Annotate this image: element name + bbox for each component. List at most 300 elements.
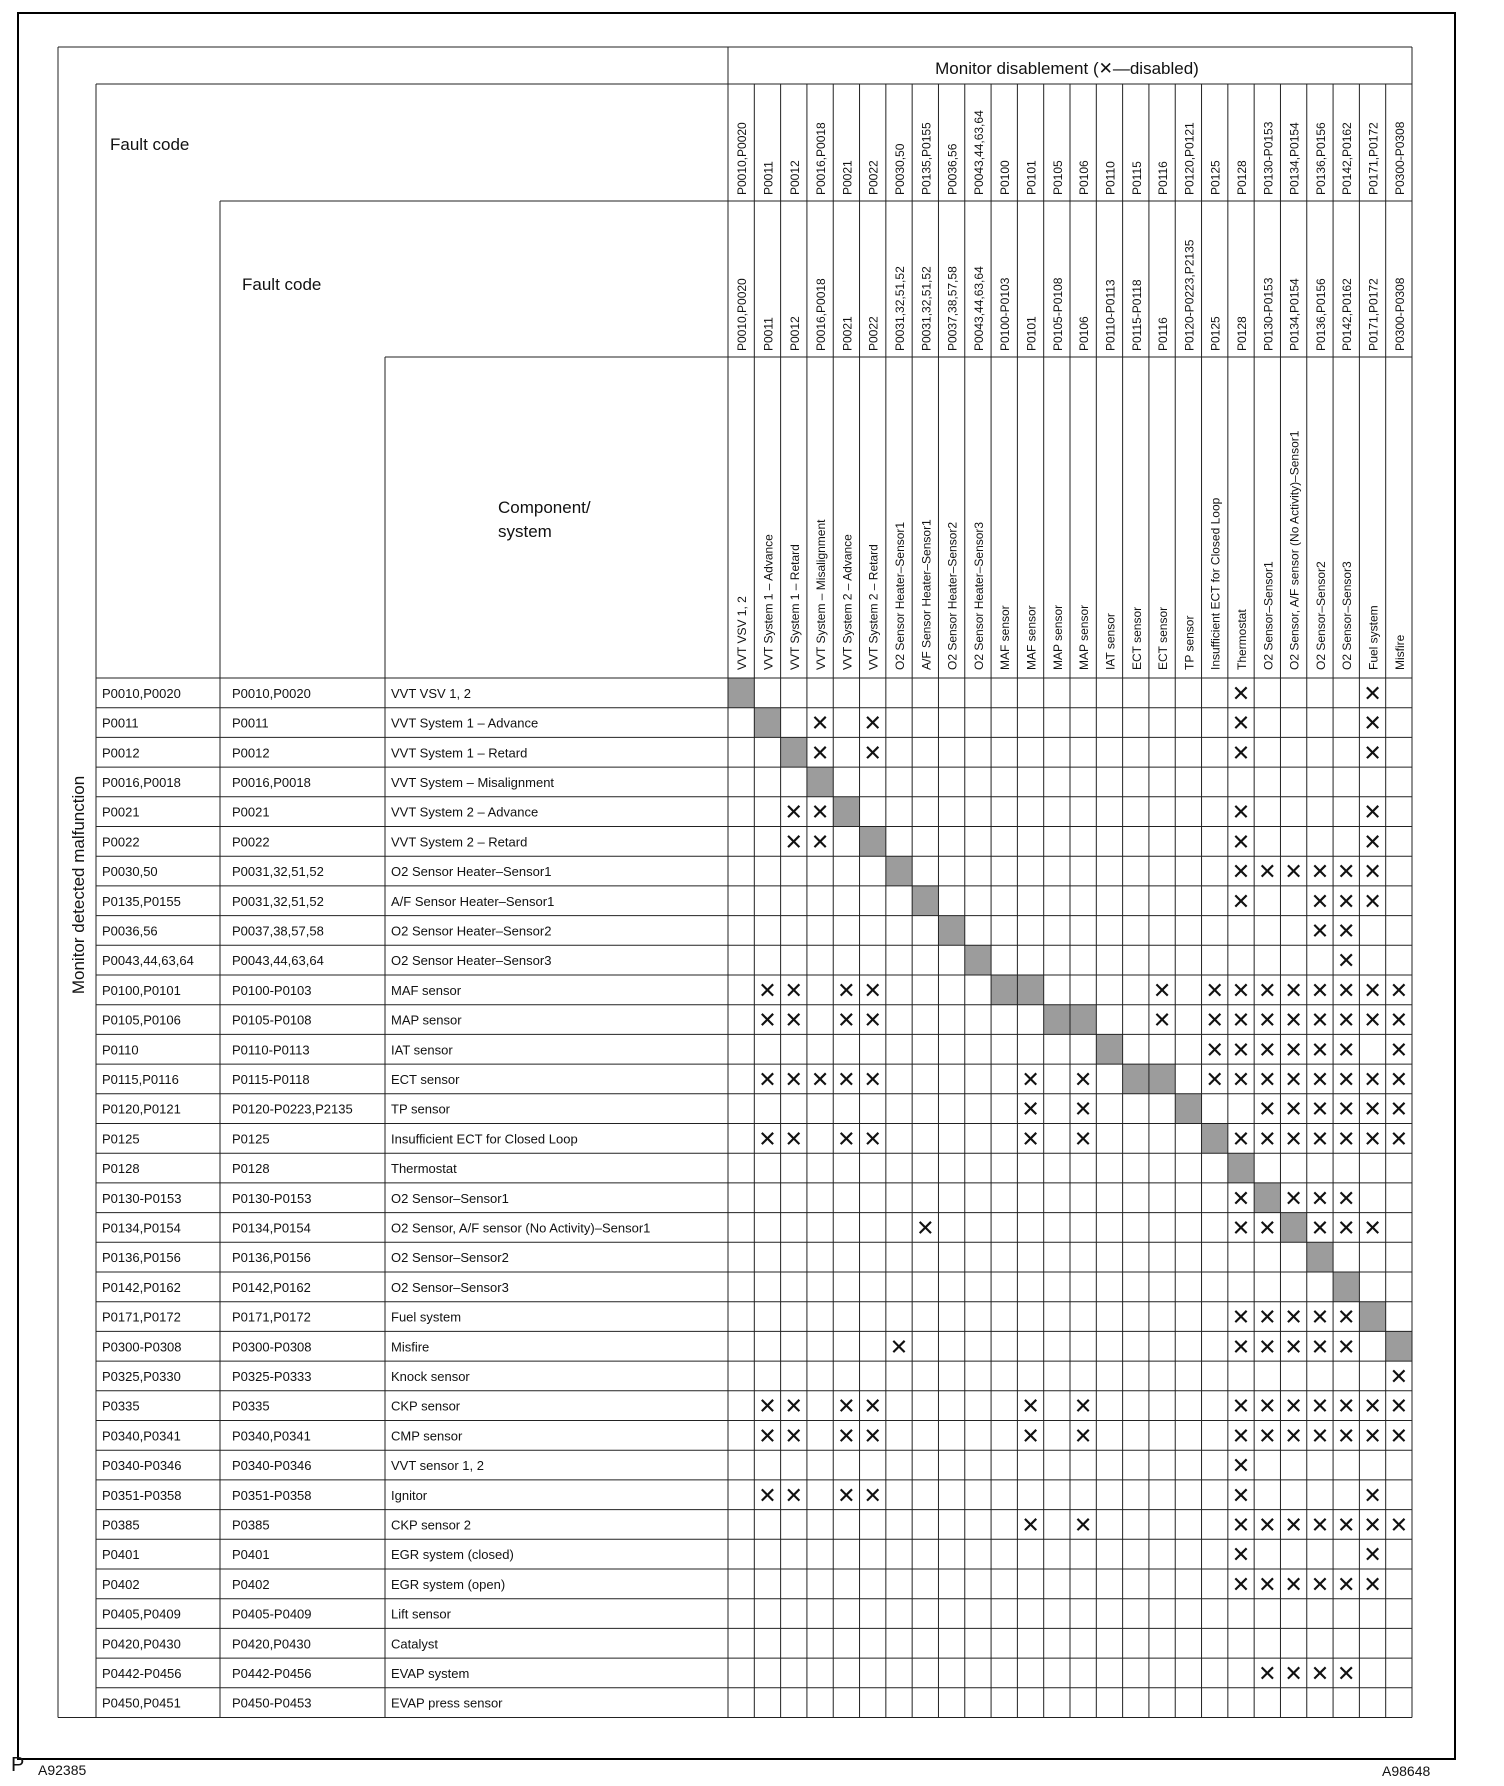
disabled-mark: ✕ xyxy=(1073,1423,1093,1449)
column-detail-label: P0142,P0162 xyxy=(1340,278,1355,351)
disabled-mark: ✕ xyxy=(758,977,777,1003)
column-detail-label: P0171,P0172 xyxy=(1366,278,1381,351)
row-code-label: P0340,P0341 xyxy=(102,1428,181,1444)
row-component-label: O2 Sensor–Sensor2 xyxy=(391,1250,509,1266)
column-code-label: P0116 xyxy=(1156,161,1171,195)
disabled-mark: ✕ xyxy=(837,1126,856,1152)
row-code-label: P0128 xyxy=(102,1161,140,1177)
column-component-label: MAF sensor xyxy=(1024,605,1039,670)
disabled-mark: ✕ xyxy=(784,977,803,1003)
fault-code-inner-label: Fault code xyxy=(242,275,322,294)
row-detail-label: P0450-P0453 xyxy=(232,1695,312,1711)
disabled-mark: ✕ xyxy=(784,1423,803,1449)
disabled-mark: ✕ xyxy=(889,1334,909,1360)
row-component-label: CKP sensor 2 xyxy=(391,1517,471,1533)
row-component-label: Fuel system xyxy=(391,1309,462,1325)
row-axis-label: Monitor detected malfunction xyxy=(69,775,88,995)
disabled-mark: ✕ xyxy=(1363,1542,1382,1568)
row-component-label: EVAP system xyxy=(391,1665,470,1681)
disabled-mark: ✕ xyxy=(1021,1512,1040,1538)
disabled-mark: ✕ xyxy=(1284,1571,1303,1597)
disabled-mark: ✕ xyxy=(784,1126,803,1152)
disabled-mark: ✕ xyxy=(1284,1423,1303,1449)
column-component-label: O2 Sensor–Sensor1 xyxy=(1261,561,1276,670)
disabled-mark: ✕ xyxy=(837,1066,856,1092)
disabled-mark: ✕ xyxy=(1021,1126,1040,1152)
disabled-mark: ✕ xyxy=(1363,1512,1382,1538)
disabled-mark: ✕ xyxy=(1337,1066,1356,1092)
row-component-label: O2 Sensor Heater–Sensor2 xyxy=(391,923,552,939)
page-marker: P xyxy=(11,1754,25,1776)
disabled-mark: ✕ xyxy=(837,1393,856,1419)
disabled-mark: ✕ xyxy=(1337,1304,1356,1330)
column-component-label: O2 Sensor, A/F sensor (No Activity)–Sensor1 xyxy=(1287,430,1302,670)
row-detail-label: P0110-P0113 xyxy=(232,1042,310,1058)
disabled-mark: ✕ xyxy=(1284,859,1303,885)
disabled-mark: ✕ xyxy=(1258,1066,1277,1092)
row-detail-label: P0105-P0108 xyxy=(232,1012,312,1028)
disabled-mark: ✕ xyxy=(758,1126,777,1152)
row-code-label: P0401 xyxy=(102,1547,140,1563)
row-component-label: Misfire xyxy=(391,1339,430,1355)
disabled-mark: ✕ xyxy=(1337,1512,1356,1538)
row-code-label: P0120,P0121 xyxy=(102,1101,181,1117)
self-monitor-cell xyxy=(1280,1213,1306,1243)
disabled-mark: ✕ xyxy=(1258,859,1277,885)
row-detail-label: P0142,P0162 xyxy=(232,1279,311,1295)
column-code-label: P0171,P0172 xyxy=(1366,122,1381,195)
disabled-mark: ✕ xyxy=(1231,1007,1251,1033)
column-code-label: P0021 xyxy=(840,160,855,195)
column-detail-label: P0016,P0018 xyxy=(814,278,829,351)
column-detail-label: P0130-P0153 xyxy=(1261,277,1276,351)
column-component-label: Thermostat xyxy=(1235,609,1249,670)
column-code-label: P0022 xyxy=(866,160,881,195)
disabled-mark: ✕ xyxy=(1231,740,1251,766)
disabled-mark: ✕ xyxy=(1231,799,1251,825)
row-detail-label: P0134,P0154 xyxy=(232,1220,311,1236)
row-code-label: P0351-P0358 xyxy=(102,1487,182,1503)
disabled-mark: ✕ xyxy=(1310,1423,1330,1449)
row-detail-label: P0022 xyxy=(232,834,270,850)
disabled-mark: ✕ xyxy=(1337,1126,1356,1152)
row-component-label: A/F Sensor Heater–Sensor1 xyxy=(391,893,555,909)
row-code-label: P0030,50 xyxy=(102,864,158,880)
self-monitor-cell xyxy=(1254,1183,1280,1213)
row-code-label: P0420,P0430 xyxy=(102,1636,181,1652)
disabled-mark: ✕ xyxy=(1021,1423,1040,1449)
disabled-mark: ✕ xyxy=(1363,1007,1382,1033)
row-code-label: P0036,56 xyxy=(102,923,158,939)
disabled-mark: ✕ xyxy=(1337,888,1356,914)
disabled-mark: ✕ xyxy=(1231,1542,1251,1568)
row-code-label: P0136,P0156 xyxy=(102,1250,181,1266)
disabled-mark: ✕ xyxy=(1363,1215,1382,1241)
disabled-mark: ✕ xyxy=(1021,1066,1040,1092)
disabled-mark: ✕ xyxy=(1205,1066,1224,1092)
self-monitor-cell xyxy=(1017,975,1043,1005)
disabled-mark: ✕ xyxy=(1258,1660,1277,1686)
disabled-mark: ✕ xyxy=(1205,1037,1224,1063)
disabled-mark: ✕ xyxy=(1389,1096,1409,1122)
disabled-mark: ✕ xyxy=(1231,1215,1251,1241)
column-component-label: VVT System 1 – Retard xyxy=(787,544,802,670)
column-detail-label: P0300-P0308 xyxy=(1392,277,1407,351)
disabled-mark: ✕ xyxy=(1231,1185,1251,1211)
row-detail-label: P0011 xyxy=(232,715,269,731)
disabled-mark: ✕ xyxy=(1337,1185,1356,1211)
disabled-mark: ✕ xyxy=(810,829,830,855)
row-detail-label: P0442-P0456 xyxy=(232,1665,312,1681)
disabled-mark: ✕ xyxy=(1337,1096,1356,1122)
disabled-mark: ✕ xyxy=(784,829,803,855)
row-detail-label: P0300-P0308 xyxy=(232,1339,312,1355)
self-monitor-cell xyxy=(886,856,912,886)
self-monitor-cell xyxy=(1386,1331,1412,1361)
row-detail-label: P0037,38,57,58 xyxy=(232,923,324,939)
disabled-mark: ✕ xyxy=(1284,1126,1303,1152)
column-code-label: P0106 xyxy=(1077,160,1092,195)
disabled-mark: ✕ xyxy=(1389,1423,1409,1449)
column-detail-label: P0031,32,51,52 xyxy=(893,266,907,351)
disabled-mark: ✕ xyxy=(1258,977,1277,1003)
row-detail-label: P0340-P0346 xyxy=(232,1458,312,1474)
disabled-mark: ✕ xyxy=(863,977,882,1003)
disabled-mark: ✕ xyxy=(1310,1304,1330,1330)
disabled-mark: ✕ xyxy=(837,1482,856,1508)
disabled-mark: ✕ xyxy=(1389,1393,1409,1419)
column-code-label: P0036,56 xyxy=(945,143,960,195)
disabled-mark: ✕ xyxy=(784,1066,803,1092)
row-component-label: Knock sensor xyxy=(391,1368,470,1384)
column-code-label: P0010,P0020 xyxy=(735,122,750,195)
column-code-label: P0134,P0154 xyxy=(1287,122,1302,195)
self-monitor-cell xyxy=(938,916,964,946)
row-code-label: P0125 xyxy=(102,1131,140,1147)
row-code-label: P0442-P0456 xyxy=(102,1665,182,1681)
disabled-mark: ✕ xyxy=(1363,1096,1382,1122)
disabled-mark: ✕ xyxy=(1363,1571,1382,1597)
disabled-mark: ✕ xyxy=(1231,1126,1251,1152)
column-component-label: MAF sensor xyxy=(998,605,1013,670)
self-monitor-cell xyxy=(991,975,1017,1005)
column-detail-label: P0022 xyxy=(866,316,881,351)
column-component-label: ECT sensor xyxy=(1156,606,1171,670)
self-monitor-cell xyxy=(912,886,938,916)
column-detail-label: P0101 xyxy=(1024,316,1039,351)
row-code-label: P0012 xyxy=(102,745,140,761)
disabled-mark: ✕ xyxy=(1284,1096,1303,1122)
disabled-mark: ✕ xyxy=(1310,1126,1330,1152)
disabled-mark: ✕ xyxy=(837,1007,856,1033)
column-component-label: IAT sensor xyxy=(1103,613,1118,670)
disabled-mark: ✕ xyxy=(1231,829,1251,855)
row-component-label: Lift sensor xyxy=(391,1606,451,1622)
disabled-mark: ✕ xyxy=(1310,1660,1330,1686)
disabled-mark: ✕ xyxy=(1231,888,1251,914)
disabled-mark: ✕ xyxy=(1389,1007,1409,1033)
row-detail-label: P0420,P0430 xyxy=(232,1636,311,1652)
disabled-mark: ✕ xyxy=(1073,1393,1093,1419)
column-code-label: P0011 xyxy=(761,161,776,195)
disabled-mark: ✕ xyxy=(810,799,830,825)
row-code-label: P0130-P0153 xyxy=(102,1190,182,1206)
disabled-mark: ✕ xyxy=(1310,1096,1330,1122)
disabled-mark: ✕ xyxy=(1231,1037,1251,1063)
row-component-label: CMP sensor xyxy=(391,1428,463,1444)
row-component-label: CKP sensor xyxy=(391,1398,461,1414)
column-code-label: P0043,44,63,64 xyxy=(971,110,986,195)
column-detail-label: P0037,38,57,58 xyxy=(945,266,960,351)
table-text xyxy=(69,59,1199,994)
disabled-mark: ✕ xyxy=(1363,888,1382,914)
self-monitor-cell xyxy=(728,678,754,708)
disabled-mark: ✕ xyxy=(1310,859,1330,885)
row-detail-label: P0340,P0341 xyxy=(232,1428,311,1444)
column-code-label: P0105 xyxy=(1050,160,1065,195)
column-code-label: P0136,P0156 xyxy=(1313,122,1328,195)
column-detail-label: P0136,P0156 xyxy=(1313,278,1328,351)
disabled-mark: ✕ xyxy=(1337,1334,1356,1360)
column-code-label: P0100 xyxy=(998,160,1013,195)
self-monitor-cell xyxy=(1202,1124,1228,1154)
row-code-label: P0010,P0020 xyxy=(102,685,181,701)
disabled-mark: ✕ xyxy=(1337,1037,1356,1063)
column-component-label: O2 Sensor Heater–Sensor3 xyxy=(971,521,986,670)
self-monitor-cell xyxy=(754,708,780,738)
disabled-mark: ✕ xyxy=(1258,1571,1277,1597)
column-component-label: Insufficient ECT for Closed Loop xyxy=(1208,497,1223,670)
row-component-label: VVT System 1 – Retard xyxy=(391,745,528,761)
row-code-label: P0340-P0346 xyxy=(102,1458,182,1474)
column-code-label: P0130-P0153 xyxy=(1261,121,1276,195)
column-component-label: TP sensor xyxy=(1182,615,1197,670)
self-monitor-cell xyxy=(1123,1064,1149,1094)
row-component-label: VVT System 1 – Advance xyxy=(391,715,539,731)
disabled-mark: ✕ xyxy=(1231,977,1251,1003)
self-monitor-cell xyxy=(1359,1302,1385,1332)
disabled-mark: ✕ xyxy=(1231,680,1251,706)
disabled-mark: ✕ xyxy=(810,740,830,766)
disabled-mark: ✕ xyxy=(1310,1007,1330,1033)
column-detail-label: P0134,P0154 xyxy=(1287,278,1302,351)
disabled-mark: ✕ xyxy=(863,1126,882,1152)
row-component-label: VVT sensor 1, 2 xyxy=(391,1458,484,1474)
row-component-label: VVT System 2 – Retard xyxy=(391,834,528,850)
row-code-label: P0115,P0116 xyxy=(102,1071,179,1087)
row-code-label: P0450,P0451 xyxy=(102,1695,181,1711)
column-detail-label: P0115-P0118 xyxy=(1129,279,1144,351)
row-code-label: P0171,P0172 xyxy=(102,1309,181,1325)
disabled-mark: ✕ xyxy=(1284,1037,1303,1063)
disabled-mark: ✕ xyxy=(1231,859,1251,885)
row-component-label: VVT VSV 1, 2 xyxy=(391,685,471,701)
disabled-mark: ✕ xyxy=(863,740,882,766)
row-detail-label: P0325-P0333 xyxy=(232,1368,312,1384)
row-detail-label: P0351-P0358 xyxy=(232,1487,312,1503)
self-monitor-cell xyxy=(1333,1272,1359,1302)
disabled-mark: ✕ xyxy=(784,1482,803,1508)
disabled-mark: ✕ xyxy=(1231,1423,1251,1449)
column-component-label: ECT sensor xyxy=(1129,606,1144,670)
column-detail-label: P0106 xyxy=(1077,316,1092,351)
self-monitor-cell xyxy=(1228,1153,1254,1183)
row-component-label: O2 Sensor, A/F sensor (No Activity)–Sensor1 xyxy=(391,1220,651,1236)
self-monitor-cell xyxy=(1149,1064,1175,1094)
table-cells xyxy=(102,110,1408,1711)
disabled-mark: ✕ xyxy=(1073,1126,1093,1152)
disabled-mark: ✕ xyxy=(863,1482,882,1508)
disabled-mark: ✕ xyxy=(1231,1512,1251,1538)
self-monitor-cell xyxy=(965,945,991,975)
column-code-label: P0125 xyxy=(1208,160,1223,195)
disabled-mark: ✕ xyxy=(1363,680,1382,706)
disabled-mark: ✕ xyxy=(1284,1185,1303,1211)
disabled-mark: ✕ xyxy=(758,1423,777,1449)
column-component-label: MAP sensor xyxy=(1050,604,1065,670)
row-code-label: P0135,P0155 xyxy=(102,893,181,909)
disabled-mark: ✕ xyxy=(837,1423,856,1449)
self-monitor-cell xyxy=(781,737,807,767)
row-detail-label: P0402 xyxy=(232,1576,270,1592)
column-component-label: O2 Sensor–Sensor2 xyxy=(1313,561,1328,670)
row-code-label: P0300-P0308 xyxy=(102,1339,182,1355)
row-code-label: P0142,P0162 xyxy=(102,1279,181,1295)
column-code-label: P0142,P0162 xyxy=(1340,122,1355,195)
column-detail-label: P0125 xyxy=(1208,316,1223,351)
row-component-label: ECT sensor xyxy=(391,1071,460,1087)
row-component-label: O2 Sensor Heater–Sensor3 xyxy=(391,953,552,969)
row-detail-label: P0335 xyxy=(232,1398,270,1414)
disabled-mark: ✕ xyxy=(1258,1096,1277,1122)
disabled-mark: ✕ xyxy=(1310,977,1330,1003)
disabled-mark: ✕ xyxy=(1363,710,1382,736)
row-detail-label: P0171,P0172 xyxy=(232,1309,311,1325)
disabled-mark: ✕ xyxy=(1363,829,1382,855)
row-code-label: P0335 xyxy=(102,1398,140,1414)
disabled-mark: ✕ xyxy=(1258,1215,1277,1241)
disabled-mark: ✕ xyxy=(1310,1393,1330,1419)
disabled-mark: ✕ xyxy=(1284,1066,1303,1092)
self-monitor-cell xyxy=(1044,1005,1070,1035)
row-component-label: VVT System – Misalignment xyxy=(391,774,555,790)
column-component-label: O2 Sensor Heater–Sensor1 xyxy=(893,521,907,670)
disabled-mark: ✕ xyxy=(1363,859,1382,885)
column-component-label: Fuel system xyxy=(1366,605,1381,670)
column-component-label: MAP sensor xyxy=(1077,604,1092,670)
row-detail-label: P0125 xyxy=(232,1131,270,1147)
column-detail-label: P0105-P0108 xyxy=(1050,277,1065,351)
component-system-label-line1: Component/ xyxy=(498,498,591,517)
disabled-mark: ✕ xyxy=(1310,1334,1330,1360)
column-detail-label: P0116 xyxy=(1156,317,1171,351)
row-detail-label: P0031,32,51,52 xyxy=(232,893,324,909)
disabled-mark: ✕ xyxy=(1231,1334,1251,1360)
disabled-mark: ✕ xyxy=(916,1215,935,1241)
disabled-mark: ✕ xyxy=(863,1007,882,1033)
disabled-mark: ✕ xyxy=(1389,1037,1409,1063)
row-component-label: IAT sensor xyxy=(391,1042,453,1058)
disabled-mark: ✕ xyxy=(1258,1423,1277,1449)
column-component-label: VVT System 2 – Advance xyxy=(840,534,855,670)
row-code-label: P0110 xyxy=(102,1042,139,1058)
self-monitor-cell xyxy=(833,797,859,827)
row-detail-label: P0021 xyxy=(232,804,270,820)
column-component-label: O2 Sensor Heater–Sensor2 xyxy=(945,521,960,670)
column-component-label: VVT System 2 – Retard xyxy=(866,544,881,670)
disabled-mark: ✕ xyxy=(1363,1393,1382,1419)
column-detail-label: P0021 xyxy=(840,316,855,351)
disabled-mark: ✕ xyxy=(1337,859,1356,885)
column-component-label: VVT System – Misalignment xyxy=(814,519,829,670)
row-code-label: P0011 xyxy=(102,715,139,731)
disabled-mark: ✕ xyxy=(1258,1334,1277,1360)
column-code-label: P0030,50 xyxy=(893,143,907,195)
disabled-mark: ✕ xyxy=(863,710,882,736)
disabled-mark: ✕ xyxy=(1310,888,1330,914)
disabled-mark: ✕ xyxy=(1073,1512,1093,1538)
disabled-mark: ✕ xyxy=(1073,1096,1093,1122)
disabled-mark: ✕ xyxy=(1231,1482,1251,1508)
row-code-label: P0016,P0018 xyxy=(102,774,181,790)
column-detail-label: P0120-P0223,P2135 xyxy=(1182,239,1197,351)
row-component-label: EGR system (open) xyxy=(391,1576,506,1592)
self-monitor-cell xyxy=(1175,1094,1201,1124)
figure-code-left: A92385 xyxy=(38,1762,87,1778)
disabled-mark: ✕ xyxy=(1337,1571,1356,1597)
row-code-label: P0325,P0330 xyxy=(102,1368,181,1384)
disabled-mark: ✕ xyxy=(1337,1393,1356,1419)
self-monitor-cell xyxy=(1307,1242,1333,1272)
disabled-mark: ✕ xyxy=(784,799,803,825)
disabled-mark: ✕ xyxy=(1310,1037,1330,1063)
disabled-mark: ✕ xyxy=(1337,1215,1356,1241)
disabled-mark: ✕ xyxy=(784,1393,803,1419)
row-detail-label: P0385 xyxy=(232,1517,270,1533)
disabled-mark: ✕ xyxy=(810,1066,830,1092)
self-monitor-cell xyxy=(807,767,833,797)
row-code-label: P0134,P0154 xyxy=(102,1220,181,1236)
column-detail-label: P0031,32,51,52 xyxy=(919,266,934,351)
row-component-label: O2 Sensor–Sensor3 xyxy=(391,1279,509,1295)
disabled-mark: ✕ xyxy=(1205,1007,1224,1033)
row-detail-label: P0136,P0156 xyxy=(232,1250,311,1266)
disabled-mark: ✕ xyxy=(1337,1007,1356,1033)
row-component-label: EGR system (closed) xyxy=(391,1547,514,1563)
column-code-label: P0135,P0155 xyxy=(919,122,934,195)
column-detail-label: P0110-P0113 xyxy=(1103,279,1118,351)
disabled-mark: ✕ xyxy=(1310,1066,1330,1092)
disabled-mark: ✕ xyxy=(1389,1512,1409,1538)
column-component-label: O2 Sensor–Sensor3 xyxy=(1340,561,1355,670)
column-detail-label: P0012 xyxy=(787,316,802,351)
disabled-mark: ✕ xyxy=(1337,1660,1356,1686)
disabled-mark: ✕ xyxy=(1310,1512,1330,1538)
disabled-mark: ✕ xyxy=(863,1423,882,1449)
monitor-disablement-heading: Monitor disablement (✕—disabled) xyxy=(935,59,1199,78)
disabled-mark: ✕ xyxy=(1363,1066,1382,1092)
disabled-mark: ✕ xyxy=(1310,918,1330,944)
column-code-label: P0012 xyxy=(787,160,802,195)
row-detail-label: P0405-P0409 xyxy=(232,1606,312,1622)
disabled-mark: ✕ xyxy=(1389,1363,1409,1389)
row-component-label: MAF sensor xyxy=(391,982,462,998)
disabled-mark: ✕ xyxy=(1363,740,1382,766)
column-component-label: VVT System 1 – Advance xyxy=(761,534,776,670)
row-component-label: Catalyst xyxy=(391,1636,438,1652)
disabled-mark: ✕ xyxy=(1337,918,1356,944)
row-code-label: P0022 xyxy=(102,834,140,850)
